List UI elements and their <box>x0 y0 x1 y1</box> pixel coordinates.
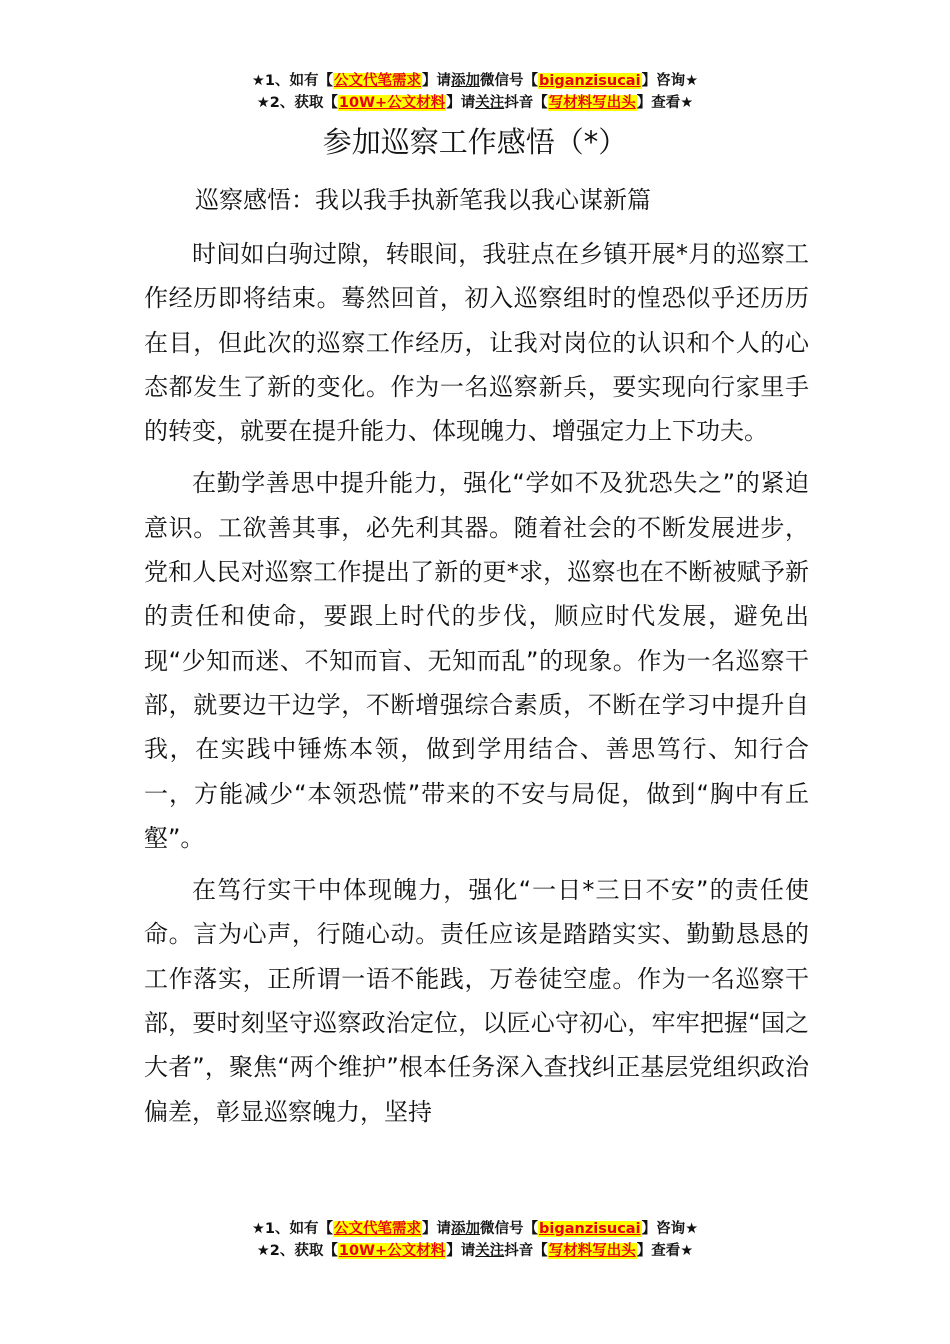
promo-text: ★1、如有【 <box>251 73 334 89</box>
promo-highlight: 10W+公文材料 <box>338 95 446 111</box>
promo-highlight: biganzisucai <box>539 73 641 89</box>
header-promo-line-2 <box>0 92 950 114</box>
document-body <box>144 232 809 1142</box>
promo-highlight: 公文代笔需求 <box>334 1221 422 1237</box>
footer-promo-line-2 <box>0 1240 950 1262</box>
footer-promo-line-1 <box>0 1218 950 1240</box>
promo-text: 】请 <box>422 1221 452 1237</box>
footer-promo-banner <box>0 1218 950 1262</box>
header-promo-banner <box>0 70 950 114</box>
promo-text: 】咨询★ <box>641 73 699 89</box>
promo-highlight: biganzisucai <box>539 1221 641 1237</box>
promo-text: 】查看★ <box>636 95 694 111</box>
promo-text: 微信号【 <box>480 1221 539 1237</box>
body-paragraph: 在勤学善思中提升能力，强化“学如不及犹恐失之”的紧迫意识。工欲善其事，必先利其器。随着社会的不断发展进步，党和人民对巡察工作提出了新的更*求，巡察也在不断被赋予新的责任和使命，要跟上时代的步伐，顺应时代发展，避免出现“少知而迷、不知而盲、无知而乱”的现象。作为一名巡察干部，就要边干边学，不断增强综合素质，不断在学习中提升自我，在实践中锤炼本领，做到学用结合、善思笃行、知行合一，方能减少“本领恐慌”带来的不安与局促，做到“胸中有丘壑”。 <box>144 469 809 852</box>
promo-text: 抖音【 <box>504 1243 548 1259</box>
document-title: 参加巡察工作感悟（*） <box>322 125 628 159</box>
document-subtitle: 巡察感悟：我以我手执新笔我以我心谋新篇 <box>195 186 651 214</box>
promo-text: ★1、如有【 <box>251 1221 334 1237</box>
promo-highlight: 公文代笔需求 <box>334 73 422 89</box>
body-paragraph: 时间如白驹过隙，转眼间，我驻点在乡镇开展*月的巡察工作经历即将结束。蓦然回首，初入巡察组时的惶恐似乎还历历在目，但此次的巡察工作经历，让我对岗位的认识和个人的心态都发生了新的变化。作为一名巡察新兵，要实现向行家里手的转变，就要在提升能力、体现魄力、增强定力上下功夫。 <box>144 240 809 446</box>
promo-text: 】请 <box>422 73 452 89</box>
promo-highlight: 10W+公文材料 <box>338 1243 446 1259</box>
promo-text: 微信号【 <box>480 73 539 89</box>
body-paragraph: 在笃行实干中体现魄力，强化“一日*三日不安”的责任使命。言为心声，行随心动。责任应该是踏踏实实、勤勤恳恳的工作落实，正所谓一语不能践，万卷徒空虚。作为一名巡察干部，要时刻坚守巡察政治定位，以匠心守初心，牢牢把握“国之大者”，聚焦“两个维护”根本任务深入查找纠正基层党组织政治偏差，彰显巡察魄力，坚持 <box>144 876 809 1126</box>
promo-highlight: 写材料写出头 <box>548 95 636 111</box>
promo-text: ★2、获取【 <box>256 1243 338 1259</box>
promo-text: 】请 <box>446 1243 476 1259</box>
promo-emphasis: 关注 <box>475 1243 505 1259</box>
promo-text: 】请 <box>446 95 476 111</box>
promo-emphasis: 关注 <box>475 95 505 111</box>
promo-emphasis: 添加 <box>451 1221 481 1237</box>
promo-highlight: 写材料写出头 <box>548 1243 636 1259</box>
promo-text: 】咨询★ <box>641 1221 699 1237</box>
promo-text: 抖音【 <box>504 95 548 111</box>
promo-text: 】查看★ <box>636 1243 694 1259</box>
header-promo-line-1 <box>0 70 950 92</box>
promo-emphasis: 添加 <box>451 73 481 89</box>
promo-text: ★2、获取【 <box>256 95 338 111</box>
